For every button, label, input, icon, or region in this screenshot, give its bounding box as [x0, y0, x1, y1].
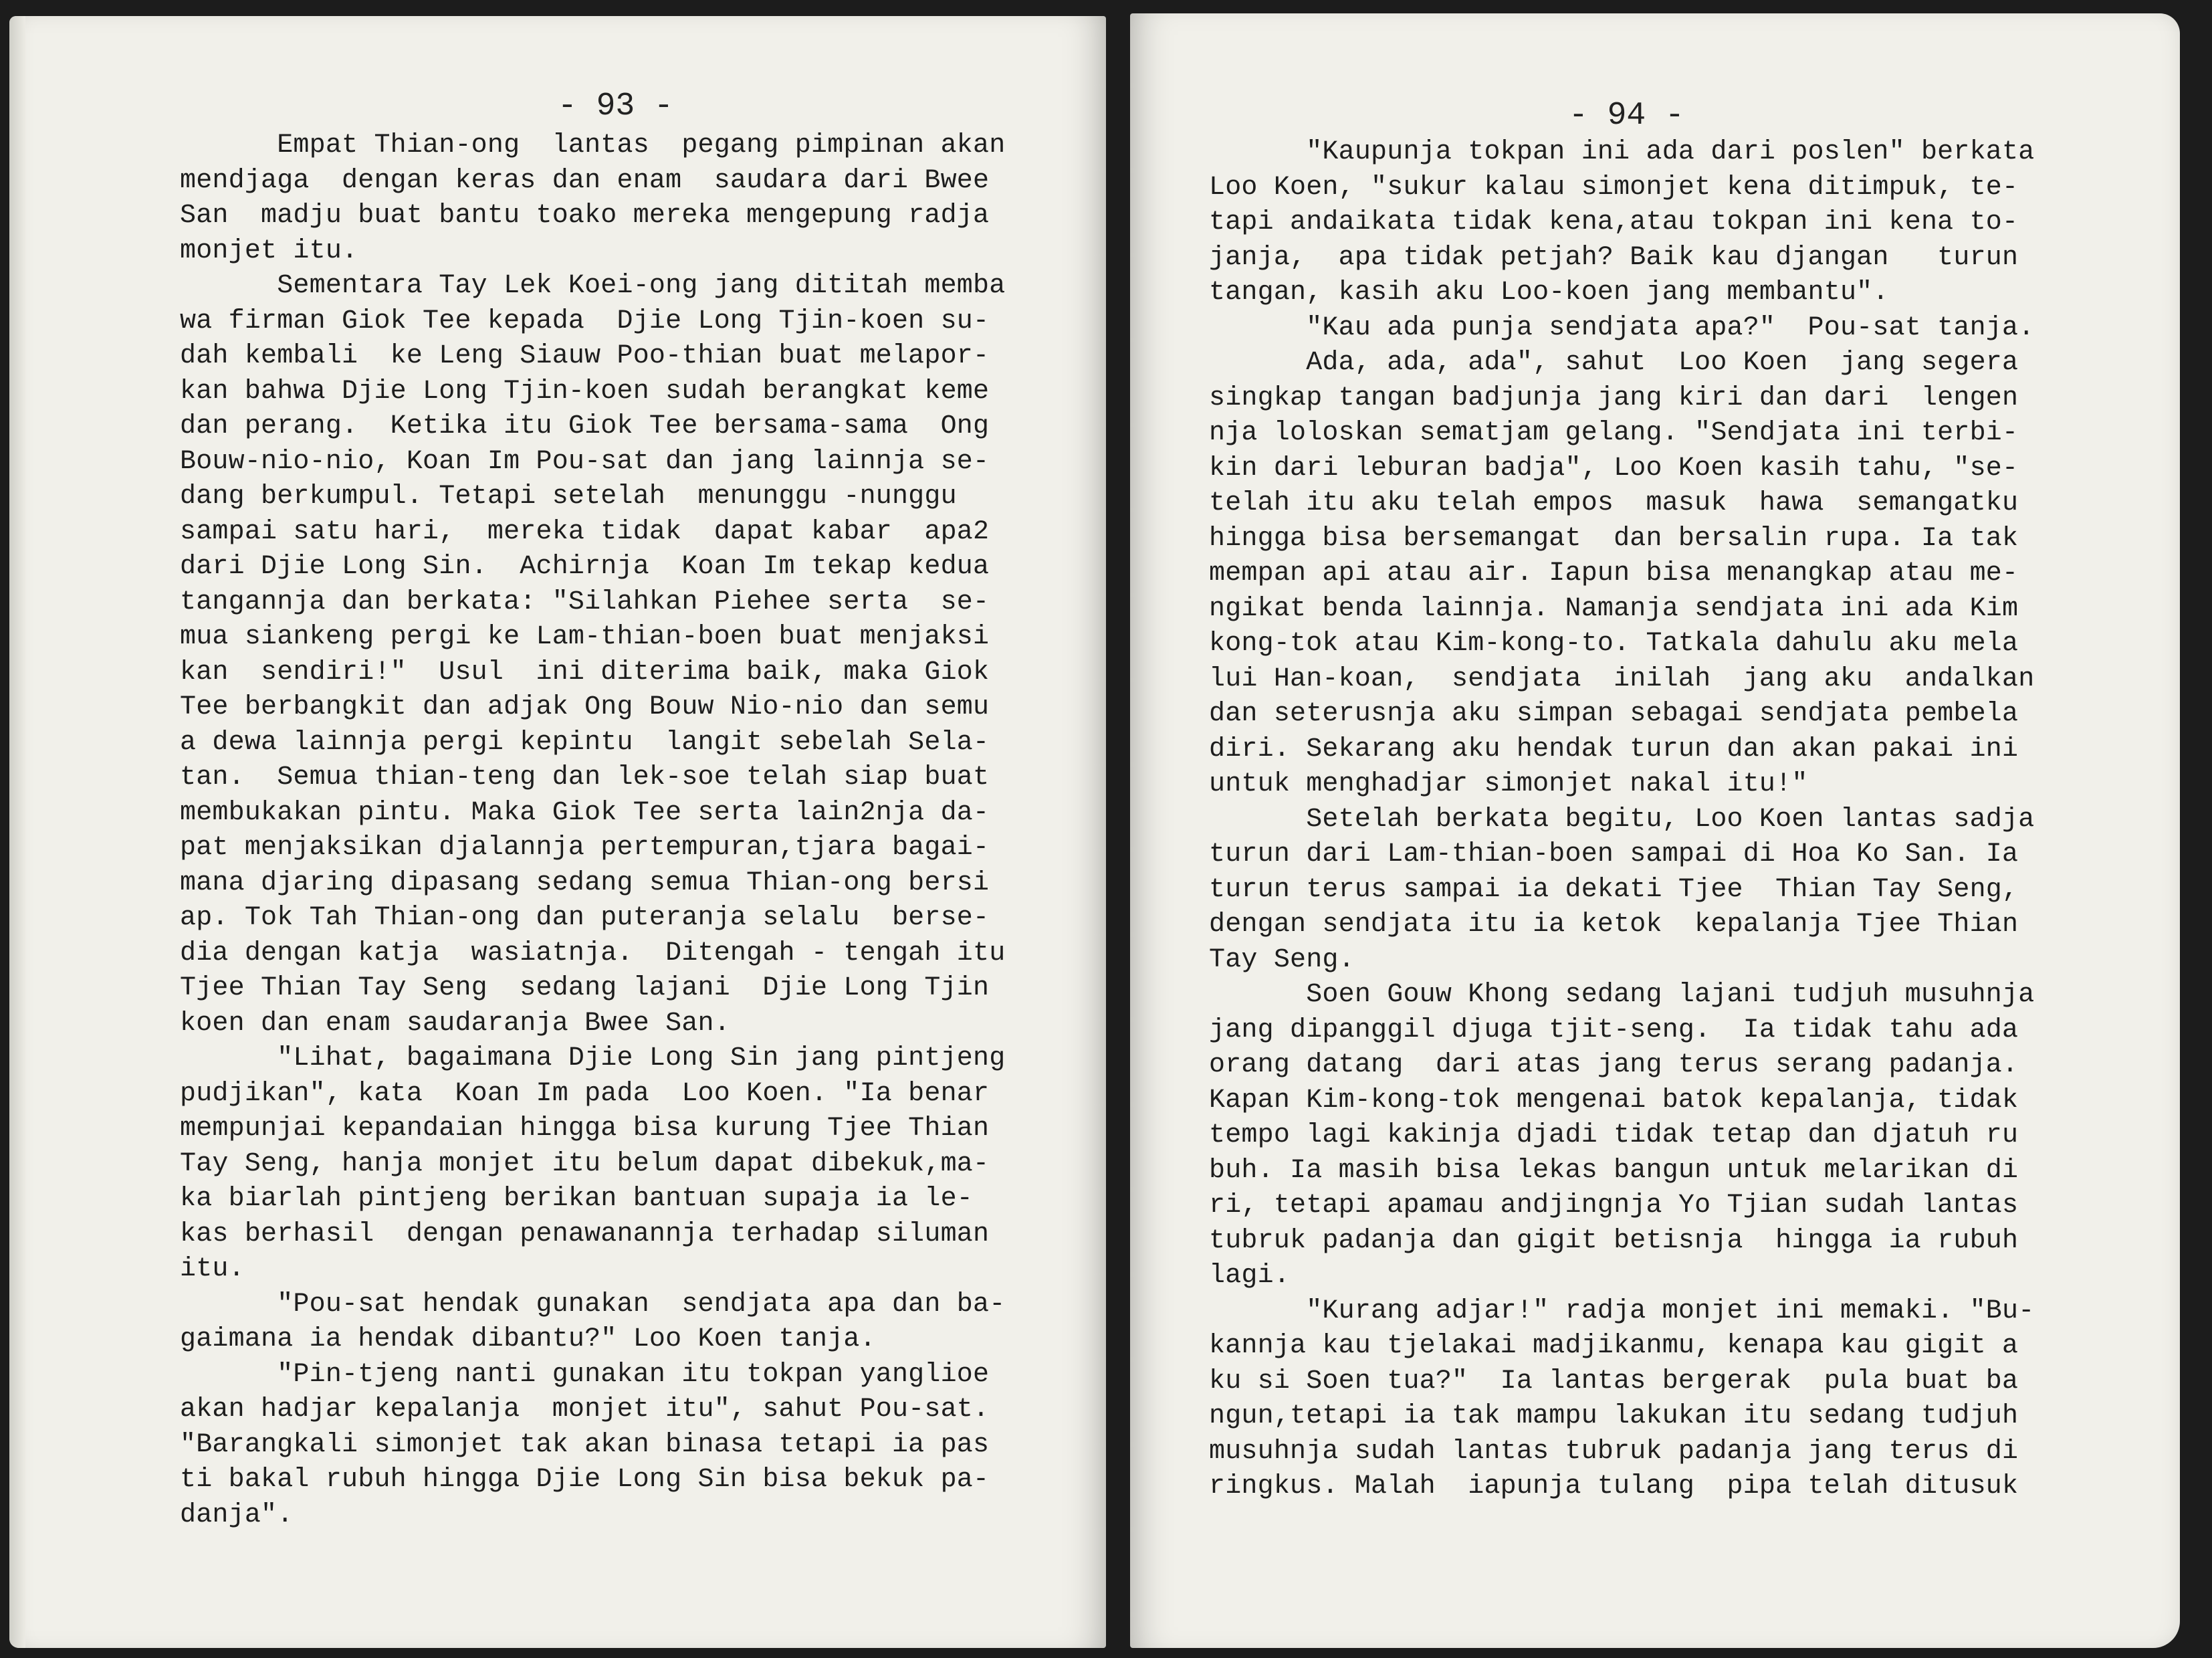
text-line: tubruk padanja dan gigit betisnja hingga ia rubuh: [1209, 1225, 2019, 1256]
body-text: [180, 128, 1005, 1533]
text-line: Setelah berkata begitu, Loo Koen lantas sadja: [1209, 804, 2035, 835]
text-line: Ada, ada, ada", sahut Loo Koen jang segera: [1209, 348, 2019, 378]
text-line: telah itu aku telah empos masuk hawa semangatku: [1209, 488, 2019, 518]
page-number: - 93 -: [558, 88, 673, 124]
text-line: Tay Seng.: [1209, 944, 1355, 975]
text-line: "Kau ada punja sendjata apa?" Pou-sat tanja.: [1209, 312, 2035, 343]
text-line: Tay Seng, hanja monjet itu belum dapat dibekuk,ma-: [180, 1148, 990, 1179]
text-line: dia dengan katja wasiatnja. Ditengah - tengah itu: [180, 938, 1006, 968]
text-line: "Barangkali simonjet tak akan binasa tetapi ia pas: [180, 1429, 990, 1460]
right-page: [1130, 13, 2180, 1648]
text-line: a dewa lainnja pergi kepintu langit sebelah Sela-: [180, 727, 990, 758]
text-line: Sementara Tay Lek Koei-ong jang dititah memba: [180, 271, 1006, 301]
text-line: musuhnja sudah lantas tubruk padanja jang terus di: [1209, 1436, 2019, 1467]
text-line: mua siankeng pergi ke Lam-thian-boen buat menjaksi: [180, 622, 990, 652]
text-line: dah kembali ke Leng Siauw Poo-thian buat melapor-: [180, 341, 990, 371]
text-line: dan perang. Ketika itu Giok Tee bersama-sama Ong: [180, 411, 990, 441]
text-line: koen dan enam saudaranja Bwee San.: [180, 1008, 730, 1039]
text-line: "Kurang adjar!" radja monjet ini memaki. "Bu-: [1209, 1296, 2035, 1326]
text-line: kan bahwa Djie Long Tjin-koen sudah berangkat keme: [180, 376, 990, 407]
text-line: mempan api atau air. Iapun bisa menangkap atau me-: [1209, 558, 2019, 589]
text-line: Soen Gouw Khong sedang lajani tudjuh musuhnja: [1209, 980, 2035, 1010]
text-line: ti bakal rubuh hingga Djie Long Sin bisa bekuk pa-: [180, 1465, 990, 1495]
text-line: tempo lagi kakinja djadi tidak tetap dan djatuh ru: [1209, 1120, 2019, 1150]
text-line: pat menjaksikan djalannja pertempuran,tjara bagai-: [180, 833, 990, 863]
text-line: untuk menghadjar simonjet nakal itu!": [1209, 769, 1808, 799]
text-line: Tjee Thian Tay Seng sedang lajani Djie Long Tjin: [180, 973, 990, 1003]
text-line: San madju buat bantu toako mereka mengepung radja: [180, 201, 990, 231]
text-line: pudjikan", kata Koan Im pada Loo Koen. "Ia benar: [180, 1078, 990, 1109]
text-line: ka biarlah pintjeng berikan bantuan supaja ia le-: [180, 1184, 973, 1214]
text-line: mana djaring dipasang sedang semua Thian-ong bersi: [180, 867, 990, 898]
text-line: lui Han-koan, sendjata inilah jang aku andalkan: [1209, 663, 2035, 694]
text-line: Loo Koen, "sukur kalau simonjet kena ditimpuk, te-: [1209, 172, 2019, 203]
text-line: janja, apa tidak petjah? Baik kau djangan turun: [1209, 242, 2019, 273]
body-text: [1209, 135, 2034, 1505]
text-line: jang dipanggil djuga tjit-seng. Ia tidak tahu ada: [1209, 1015, 2019, 1045]
text-line: orang datang dari atas jang terus serang padanja.: [1209, 1050, 2019, 1080]
text-line: ap. Tok Tah Thian-ong dan puteranja selalu berse-: [180, 903, 990, 933]
text-line: kan sendiri!" Usul ini diterima baik, maka Giok: [180, 657, 990, 688]
text-line: "Pou-sat hendak gunakan sendjata apa dan ba-: [180, 1289, 1006, 1320]
page-number: - 94 -: [1569, 98, 1684, 134]
text-line: kannja kau tjelakai madjikanmu, kenapa kau gigit a: [1209, 1331, 2019, 1361]
text-line: ringkus. Malah iapunja tulang pipa telah ditusuk: [1209, 1471, 2019, 1501]
text-line: diri. Sekarang aku hendak turun dan akan pakai ini: [1209, 734, 2019, 764]
text-line: "Lihat, bagaimana Djie Long Sin jang pintjeng: [180, 1043, 1006, 1073]
text-line: Tee berbangkit dan adjak Ong Bouw Nio-nio dan semu: [180, 692, 990, 722]
text-line: tangannja dan berkata: "Silahkan Piehee serta se-: [180, 587, 990, 617]
text-line: kas berhasil dengan penawanannja terhadap siluman: [180, 1219, 990, 1249]
text-line: akan hadjar kepalanja monjet itu", sahut Pou-sat.: [180, 1394, 990, 1425]
text-line: monjet itu.: [180, 235, 358, 266]
text-line: mendjaga dengan keras dan enam saudara dari Bwee: [180, 165, 990, 196]
text-line: sampai satu hari, mereka tidak dapat kabar apa2: [180, 516, 990, 547]
text-line: mempunjai kepandaian hingga bisa kurung Tjee Thian: [180, 1114, 990, 1144]
text-line: tangan, kasih aku Loo-koen jang membantu".: [1209, 278, 1889, 308]
text-line: membukakan pintu. Maka Giok Tee serta lain2nja da-: [180, 797, 990, 828]
text-line: Empat Thian-ong lantas pegang pimpinan akan: [180, 130, 1006, 161]
text-line: ngikat benda lainnja. Namanja sendjata ini ada Kim: [1209, 593, 2019, 624]
text-line: kong-tok atau Kim-kong-to. Tatkala dahulu aku mela: [1209, 629, 2019, 659]
text-line: ngun,tetapi ia tak mampu lakukan itu sedang tudjuh: [1209, 1401, 2019, 1431]
text-line: dari Djie Long Sin. Achirnja Koan Im tekap kedua: [180, 552, 990, 582]
text-line: tapi andaikata tidak kena,atau tokpan ini kena to-: [1209, 207, 2019, 237]
text-line: turun dari Lam-thian-boen sampai di Hoa Ko San. Ia: [1209, 839, 2019, 869]
text-line: singkap tangan badjunja jang kiri dan dari lengen: [1209, 383, 2019, 413]
text-line: dan seterusnja aku simpan sebagai sendjata pembela: [1209, 699, 2019, 729]
text-line: ku si Soen tua?" Ia lantas bergerak pula buat ba: [1209, 1366, 2019, 1396]
text-line: dang berkumpul. Tetapi setelah menunggu -nunggu: [180, 482, 957, 512]
text-line: buh. Ia masih bisa lekas bangun untuk melarikan di: [1209, 1155, 2019, 1186]
text-line: lagi.: [1209, 1261, 1291, 1291]
text-line: nja loloskan sematjam gelang. "Sendjata ini terbi-: [1209, 418, 2019, 448]
text-line: hingga bisa bersemangat dan bersalin rupa. Ia tak: [1209, 523, 2019, 554]
text-line: dengan sendjata itu ia ketok kepalanja Tjee Thian: [1209, 910, 2019, 940]
text-line: wa firman Giok Tee kepada Djie Long Tjin-koen su-: [180, 306, 990, 336]
text-line: itu.: [180, 1254, 245, 1284]
left-page: [9, 16, 1106, 1648]
text-line: Kapan Kim-kong-tok mengenai batok kepalanja, tidak: [1209, 1085, 2019, 1116]
text-line: danja".: [180, 1499, 294, 1530]
text-line: "Pin-tjeng nanti gunakan itu tokpan yanglioe: [180, 1359, 990, 1390]
text-line: kin dari leburan badja", Loo Koen kasih tahu, "se-: [1209, 453, 2019, 484]
page-edge: [9, 16, 25, 1648]
text-line: ri, tetapi apamau andjingnja Yo Tjian sudah lantas: [1209, 1190, 2019, 1221]
text-line: Bouw-nio-nio, Koan Im Pou-sat dan jang lainnja se-: [180, 446, 990, 477]
text-line: tan. Semua thian-teng dan lek-soe telah siap buat: [180, 762, 990, 793]
text-line: turun terus sampai ia dekati Tjee Thian Tay Seng,: [1209, 874, 2019, 905]
text-line: "Kaupunja tokpan ini ada dari poslen" berkata: [1209, 137, 2035, 167]
text-line: gaimana ia hendak dibantu?" Loo Koen tanja.: [180, 1324, 876, 1354]
